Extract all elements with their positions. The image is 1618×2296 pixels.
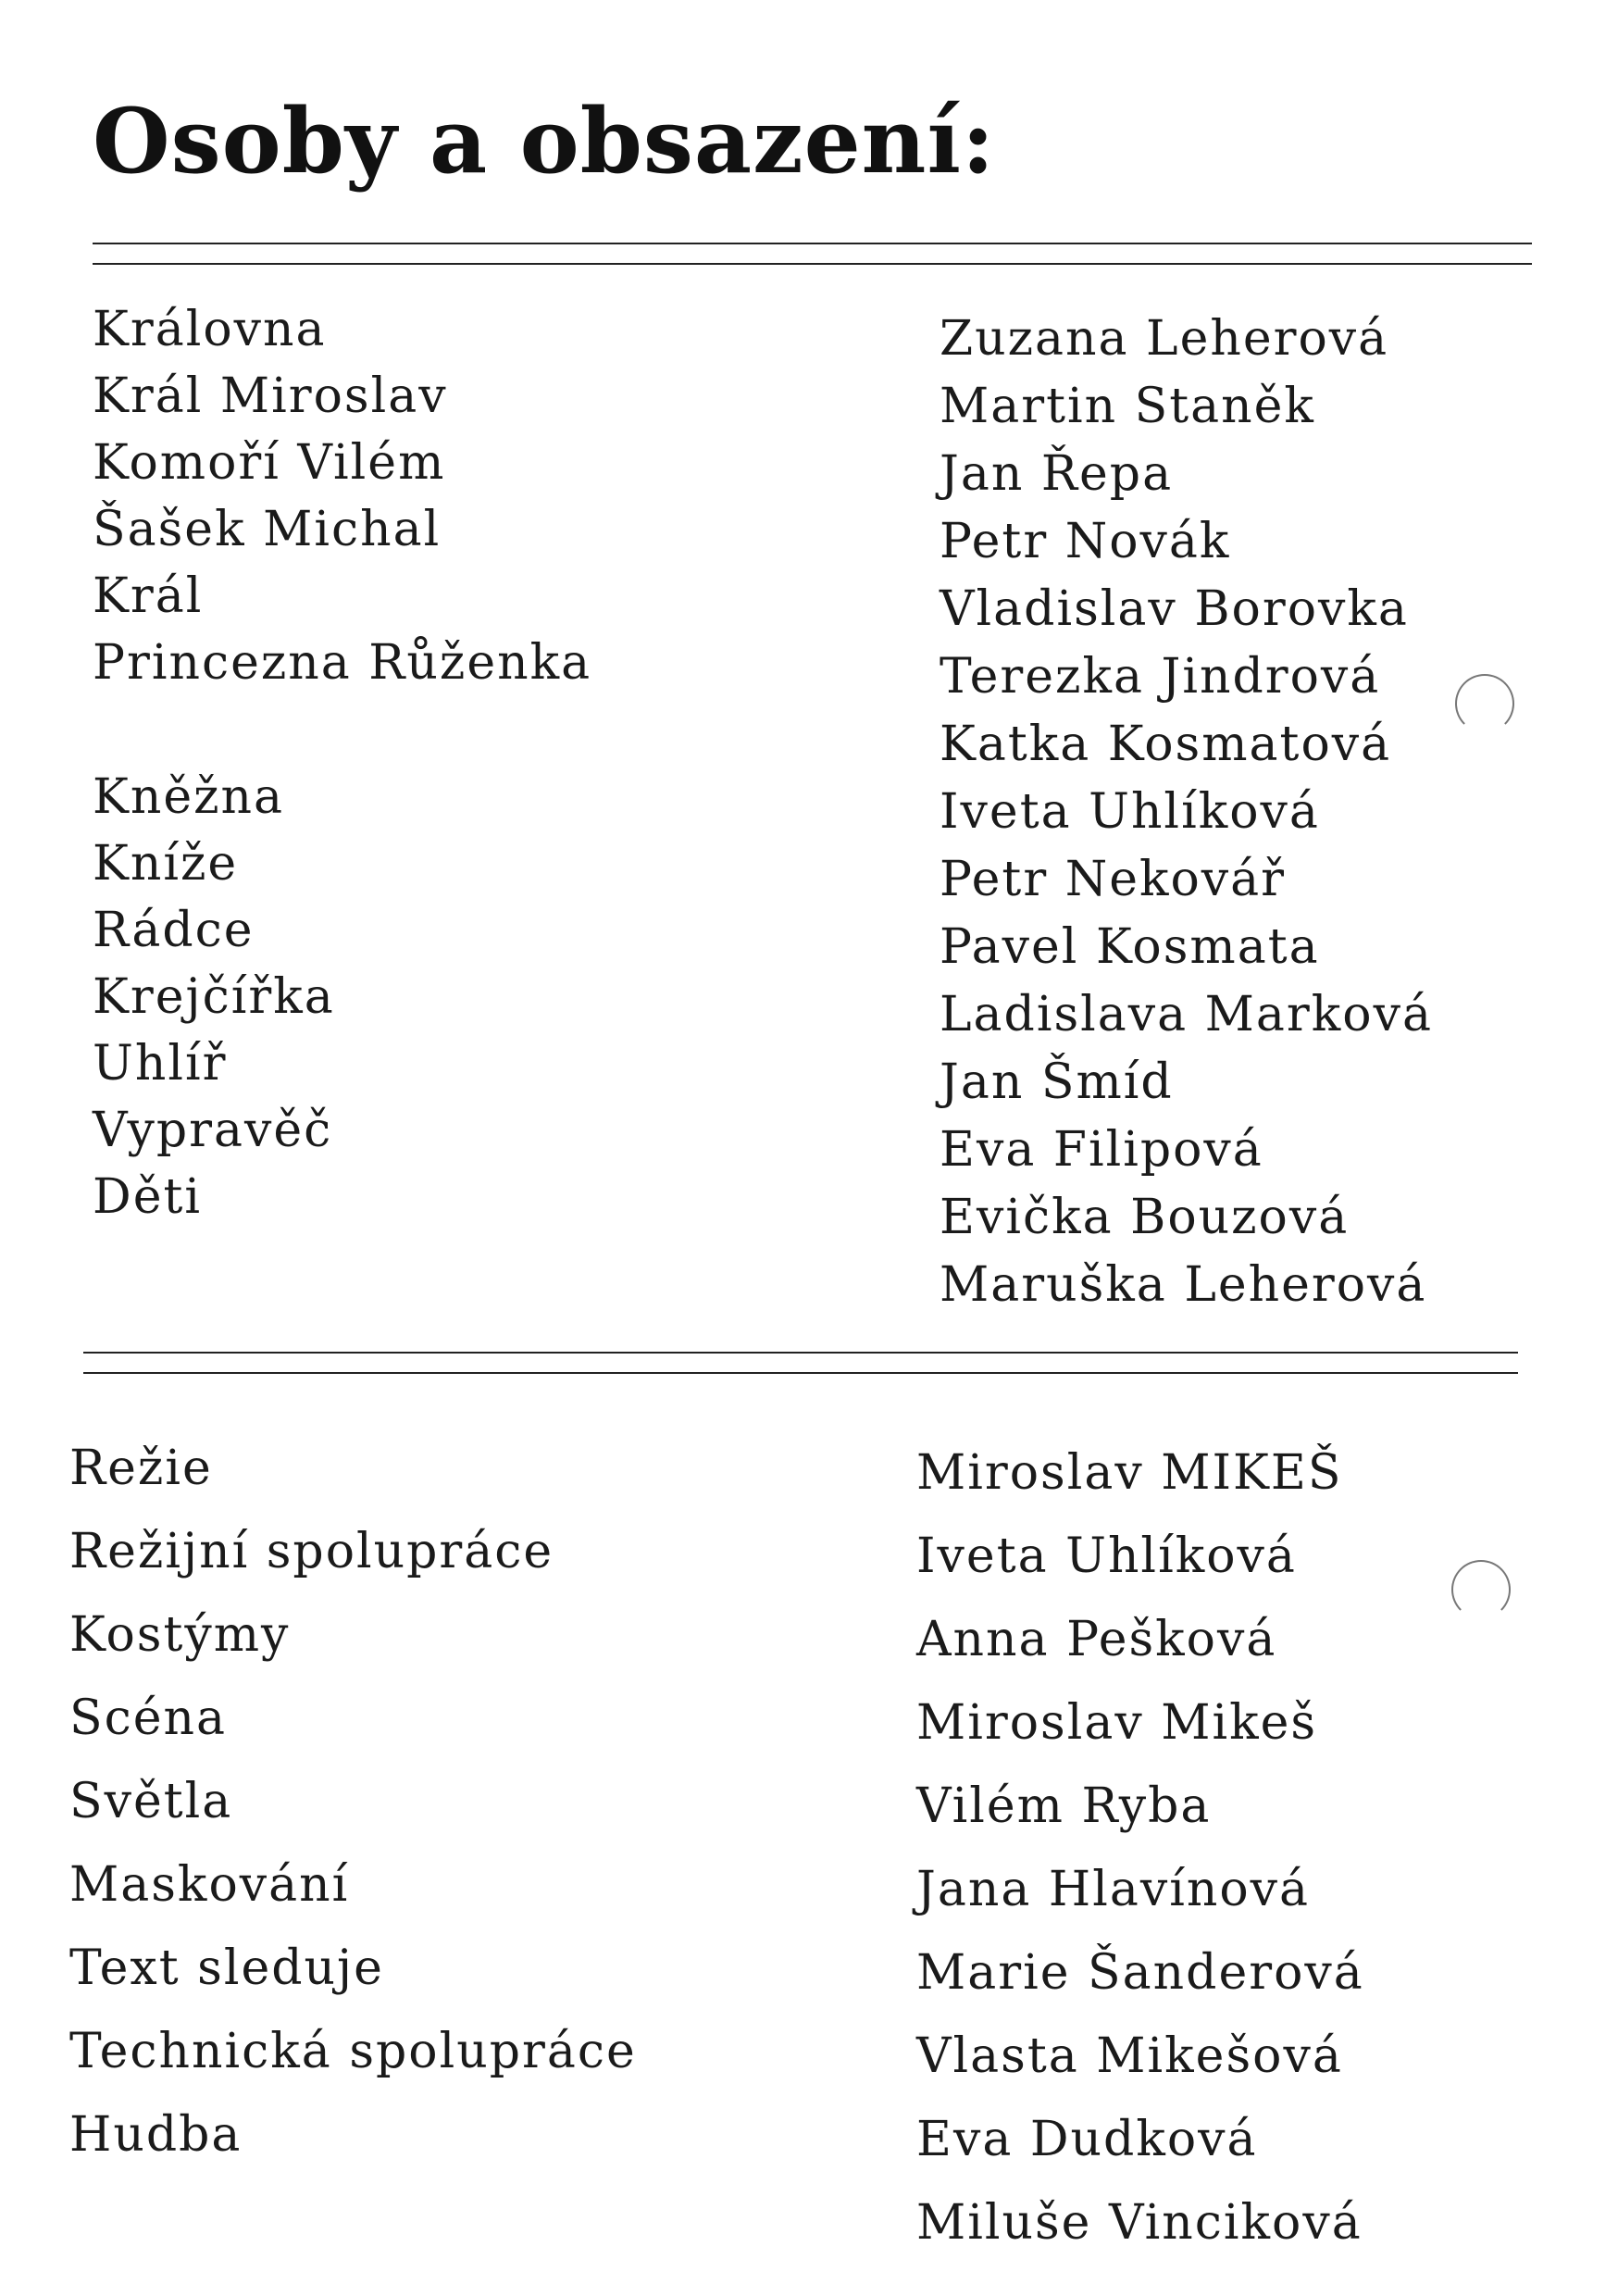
cast-actor: Pavel Kosmata <box>940 919 1320 975</box>
cast-role: Král Miroslav <box>93 368 448 424</box>
crew-function: Scéna <box>69 1691 228 1746</box>
cast-role: Komoří Vilém <box>93 435 446 491</box>
crew-function: Režie <box>69 1441 213 1496</box>
crew-person: Vlasta Mikešová <box>916 2028 1343 2084</box>
cast-role: Šašek Michal <box>93 502 442 557</box>
cast-role: Vypravěč <box>93 1103 333 1158</box>
cast-actor: Evička Bouzová <box>940 1190 1350 1245</box>
cast-actor: Maruška Leherová <box>940 1257 1427 1313</box>
cast-actor: Jan Šmíd <box>940 1054 1174 1110</box>
crew-person: Vilém Ryba <box>916 1778 1212 1834</box>
cast-role: Princezna Růženka <box>93 635 592 691</box>
cast-actor: Petr Nekovář <box>940 852 1287 907</box>
cast-actor: Martin Staněk <box>940 379 1315 434</box>
section-rule-lower <box>83 1372 1518 1374</box>
cast-role: Krejčířka <box>93 969 335 1025</box>
cast-role: Děti <box>93 1169 202 1225</box>
cast-role: Kněžna <box>93 769 284 825</box>
crew-function: Technická spolupráce <box>69 2024 637 2079</box>
punch-hole-icon <box>1451 1560 1511 1619</box>
cast-actor: Terezka Jindrová <box>940 649 1381 705</box>
cast-role: Rádce <box>93 903 255 958</box>
crew-person: Iveta Uhlíková <box>916 1529 1297 1584</box>
cast-role: Královna <box>93 302 327 357</box>
crew-person: Miluše Vinciková <box>916 2195 1363 2251</box>
cast-actor: Ladislava Marková <box>940 987 1433 1042</box>
section-rule-upper <box>83 1352 1518 1354</box>
punch-hole-icon <box>1455 674 1514 733</box>
title-rule-lower <box>93 263 1532 265</box>
crew-person: Anna Pešková <box>916 1612 1277 1667</box>
crew-function: Text sleduje <box>69 1940 384 1996</box>
crew-function: Maskování <box>69 1857 350 1913</box>
page-title: Osoby a obsazení: <box>93 89 996 193</box>
crew-function: Světla <box>69 1774 233 1829</box>
crew-person: Miroslav Mikeš <box>916 1695 1318 1751</box>
crew-function: Režijní spolupráce <box>69 1524 554 1579</box>
cast-actor: Eva Filipová <box>940 1122 1263 1178</box>
cast-actor: Jan Řepa <box>940 446 1174 502</box>
title-rule-upper <box>93 243 1532 244</box>
crew-person: Miroslav MIKEŠ <box>916 1445 1343 1501</box>
crew-function: Hudba <box>69 2107 243 2163</box>
crew-function: Kostýmy <box>69 1607 291 1663</box>
cast-role: Král <box>93 568 204 624</box>
cast-actor: Vladislav Borovka <box>940 581 1409 637</box>
cast-role: Kníže <box>93 836 239 892</box>
cast-actor: Petr Novák <box>940 514 1231 569</box>
cast-actor: Iveta Uhlíková <box>940 784 1320 840</box>
crew-person: Eva Dudková <box>916 2112 1258 2167</box>
cast-role: Uhlíř <box>93 1036 228 1092</box>
crew-person: Marie Šanderová <box>916 1945 1364 2001</box>
crew-person: Jana Hlavínová <box>916 1862 1311 1917</box>
cast-actor: Katka Kosmatová <box>940 717 1392 772</box>
cast-actor: Zuzana Leherová <box>940 311 1389 367</box>
